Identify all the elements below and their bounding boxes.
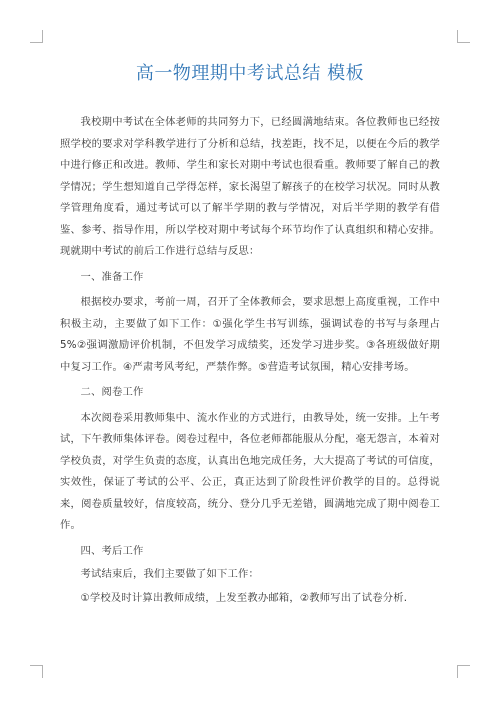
document-title: 高一物理期中考试总结 模板	[135, 63, 365, 84]
document-body	[60, 112, 440, 609]
section-heading-grading: 二、阅卷工作	[80, 386, 144, 398]
section-heading-post-exam: 四、考后工作	[80, 544, 144, 557]
intro-paragraph: 我校期中考试在全体老师的共同努力下，已经圆满地结束。各位教师也已经按照学校的要求对学科教学进行了分析和总结，找差距，找不足，以便在今后的教学中进行修正和改进。教师、学生和家长对期中考试也很看重。教师要了解自己的教学情况；学生想知道自己学得怎样，家长渴望了解孩子的在校学习状况。同时从教学管理角度看，通过考试可以了解半学期的教与学情况，对后半学期的教学有借鉴、参考、指导作用，所以学校对期中考试每个环节均作了认真组织和精心安排。现就期中考试的前后工作进行总结与反思：	[60, 116, 440, 257]
section-heading-preparation: 一、准备工作	[80, 270, 144, 283]
preparation-paragraph: 根据校办要求，考前一周，召开了全体教师会，要求思想上高度重视，工作中积极主动，主要做了如下工作：①强化学生书写训练，强调试卷的书写与条理占5%②强调激励评价机制，不但发学习成绩奖，还发学习进步奖。③各班级做好期中复习工作。④严肃考风考纪，严禁作弊。⑤营造考试氛围，精心安排考场。	[60, 296, 440, 373]
post-exam-item: ①学校及时计算出教师成绩，上发至教办邮箱，②教师写出了试卷分析.	[80, 591, 408, 604]
crop-mark-top-right	[457, 30, 470, 43]
crop-mark-top-left	[30, 30, 43, 43]
crop-mark-bottom-right	[457, 665, 470, 678]
grading-paragraph: 本次阅卷采用教师集中、流水作业的方式进行，由教导处，统一安排。上午考试，下午教师集体评卷。阅卷过程中，各位老师都能服从分配，毫无怨言，本着对学校负责，对学生负责的态度，认真出色地完成任务，大大提高了考试的可信度，实效性，保证了考试的公平、公正，真正达到了阶段性评价教学的目的。总得说来，阅卷质量较好，信度较高，统分、登分几乎无差错，圆满地完成了期中阅卷工作。	[60, 411, 440, 531]
post-exam-intro: 考试结束后，我们主要做了如下工作：	[80, 568, 259, 580]
crop-mark-bottom-left	[30, 665, 43, 678]
